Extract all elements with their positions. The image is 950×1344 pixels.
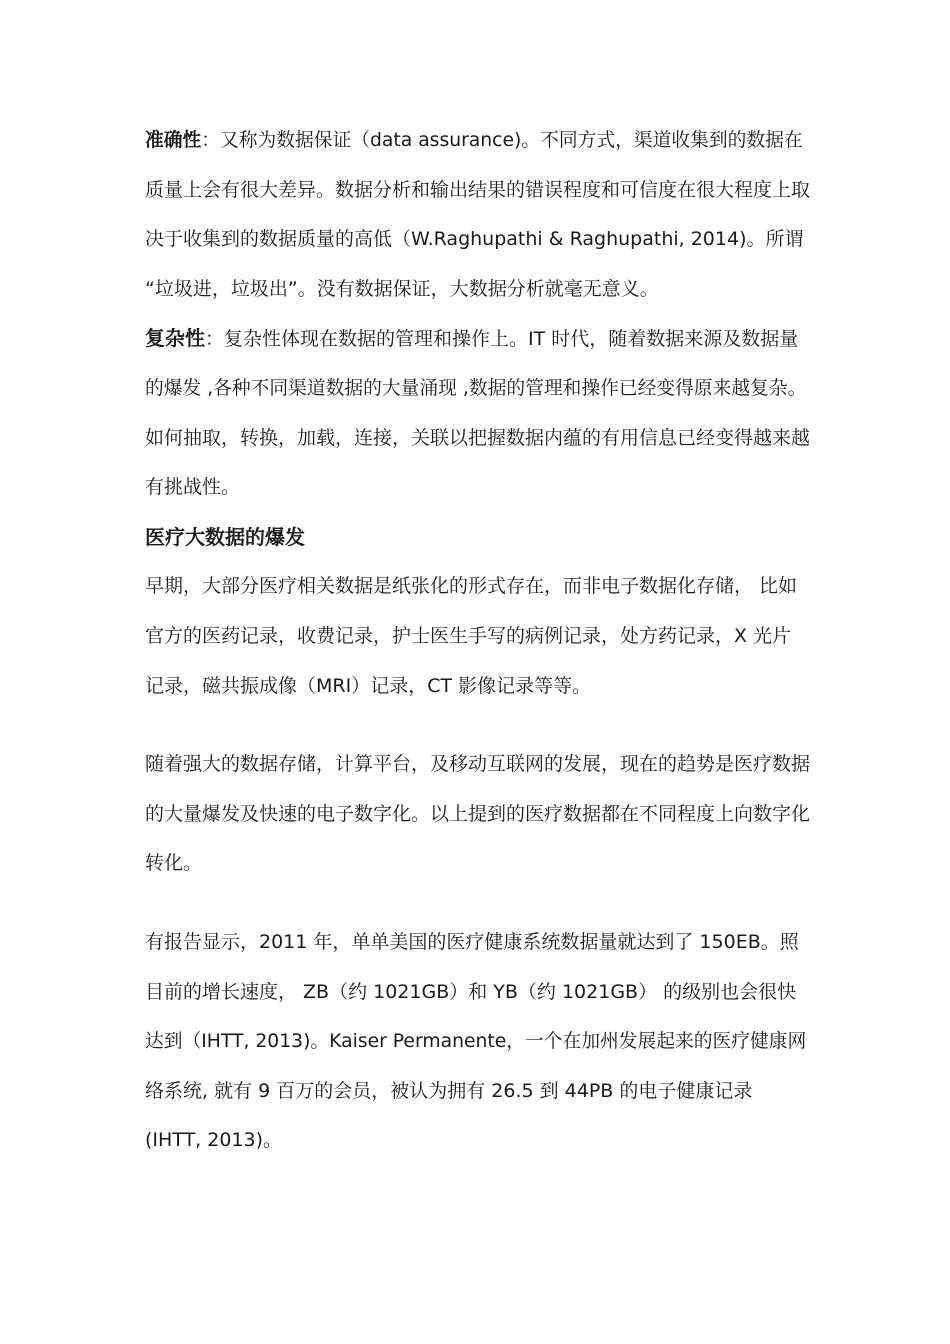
accuracy-term: 准确性 [145,130,202,151]
paragraph-gap [145,711,810,740]
paragraph-gap [145,889,810,918]
complexity-line-2: 的爆发 ,各种不同渠道数据的大量涌现 ,数据的管理和操作已经变得原来越复杂。 [145,377,807,399]
paragraph2-line-3: 转化。 [145,852,203,875]
paragraph3-line-4: 络系统, 就有 9 百万的会员，被认为拥有 26.5 到 44PB 的电子健康记录 [145,1079,753,1102]
accuracy-text-1: ：又称为数据保证（data assurance)。不同方式，渠道收集到的数据在 [201,130,803,151]
paragraph3-line-1: 有报告显示，2011 年，单单美国的医疗健康系统数据量就达到了 150EB。照 [145,930,799,953]
paragraph1-line-1: 早期，大部分医疗相关数据是纸张化的形式存在，而非电子数据化存储， 比如 [145,575,798,598]
accuracy-line-4: “垃圾进，垃圾出”。没有数据保证，大数据分析就毫无意义。 [145,277,659,300]
complexity-text-1: ：复杂性体现在数据的管理和操作上。IT 时代，随着数据来源及数据量 [205,328,799,351]
document-page [145,116,810,1166]
paragraph3-line-5: (IHTT, 2013)。 [145,1129,283,1152]
paragraph2-line-2: 的大量爆发及快速的电子数字化。以上提到的医疗数据都在不同程度上向数字化 [145,802,811,825]
paragraph2-line-1: 随着强大的数据存储，计算平台，及移动互联网的发展，现在的趋势是医疗数据 [145,753,811,776]
paragraph1-line-2: 官方的医药记录，收费记录，护士医生手写的病例记录，处方药记录，X 光片 [145,624,792,647]
paragraph3-line-2: 目前的增长速度， ZB（约 1021GB）和 YB（约 1021GB） 的级别也会很快 [145,980,797,1003]
complexity-line-3: 如何抽取，转换，加载，连接，关联以把握数据内蕴的有用信息已经变得越来越 [145,426,811,449]
accuracy-line-1 [145,116,810,166]
complexity-line-4: 有挑战性。 [145,476,241,499]
paragraph3-line-3: 达到（IHTT, 2013)。Kaiser Permanente，一个在加州发展起来的医疗健康网 [145,1031,807,1053]
section-heading: 医疗大数据的爆发 [145,524,305,549]
accuracy-line-2: 质量上会有很大差异。数据分析和输出结果的错误程度和可信度在很大程度上取 [145,178,811,201]
paragraph1-line-3: 记录，磁共振成像（MRI）记录，CT 影像记录等等。 [145,674,592,697]
accuracy-line-3: 决于收集到的数据质量的高低（W.Raghupathi & Raghupathi, 2014)。所谓 [145,228,804,251]
complexity-term: 复杂性 [145,326,205,351]
complexity-line-1 [145,314,810,364]
